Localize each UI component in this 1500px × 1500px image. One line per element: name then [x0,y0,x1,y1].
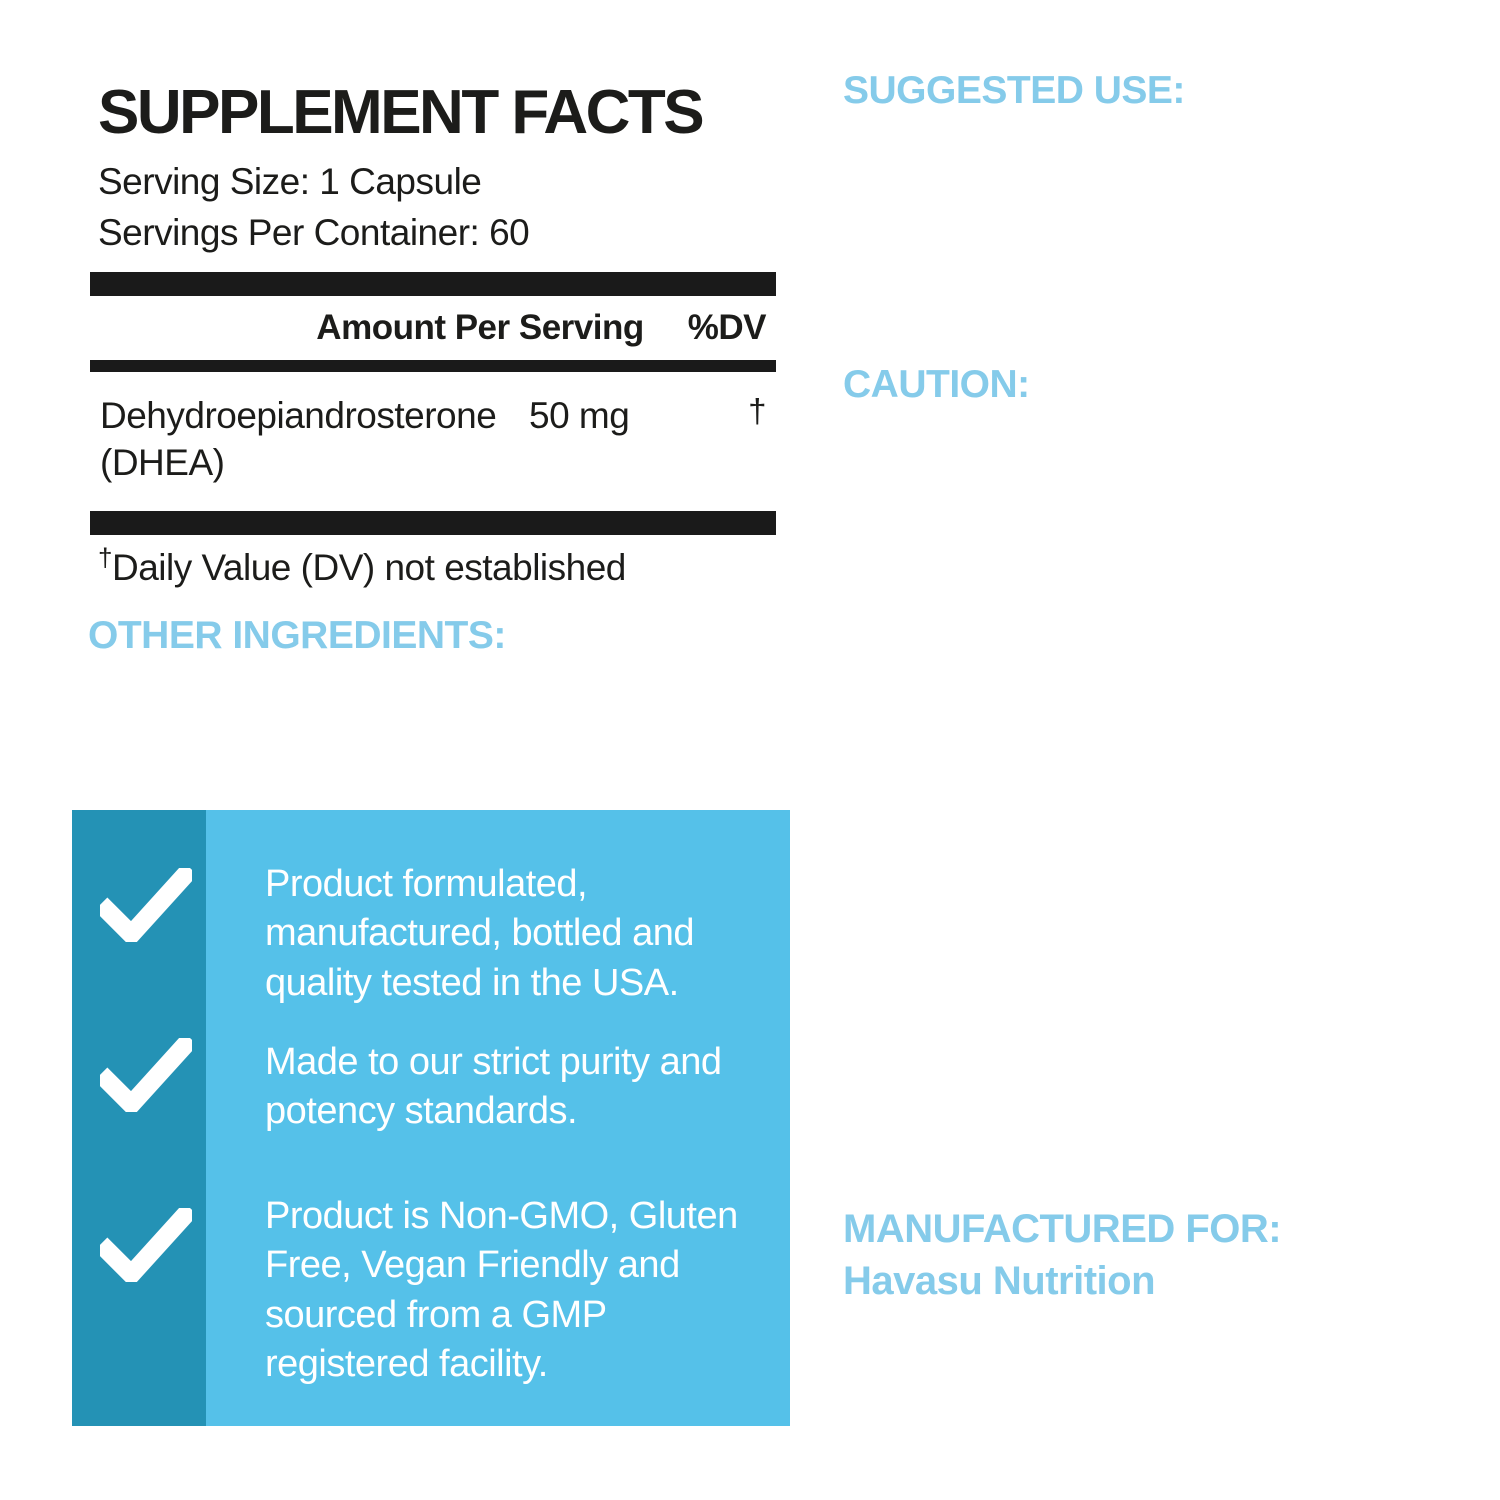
dagger-symbol: † [98,542,112,573]
other-ingredients-section [88,610,738,764]
caution-bold-text: For adult use only. Keep out of reach of children. Do not use if safety seal is damaged or missing. Store in a cool, dry place. [843,682,1470,863]
checklist-item: Product is Non-GMO, Gluten Free, Vegan Friendly and sourced from a GMP registered facility. [265,1195,738,1386]
checklist-item: Made to our strict purity and potency standards. [265,1041,722,1133]
ingredient-dv-dagger: † [748,392,766,430]
company-website: www.HavasuNutrition.com [843,1415,1299,1459]
serving-size-line: Serving Size: 1 Capsule [98,161,482,202]
checklist-item: Product formulated, manufactured, bottled and quality tested in the USA. [265,863,695,1004]
ingredient-amount: 50 mg [529,395,630,437]
facts-header-row [98,296,768,360]
suggested-use-section [843,68,1473,159]
dv-header: %DV [687,308,766,348]
amount-per-serving-header: Amount Per Serving [316,308,644,348]
dietary-note: This is a dietary supplement with 60 servings per container, with a serving size of 1 unflavored capsule. [843,197,1466,332]
checkmark-icon [100,868,192,942]
checklist-panel [72,810,790,1426]
ingredient-row [98,372,768,501]
divider-bar-thick-top [90,272,776,296]
divider-bar-medium [90,360,776,372]
supplement-facts-title: SUPPLEMENT FACTS [98,78,703,147]
daily-value-footnote: †Daily Value (DV) not established [98,542,626,588]
caution-section [843,362,1483,864]
company-name: Havasu Nutrition [843,1259,1156,1303]
suggested-use-label: SUGGESTED USE: [843,69,1185,112]
fda-disclaimer-box [843,925,1460,1244]
support-email: support@havasunutrition.com [843,1363,1362,1407]
suggested-use-text: Take one capsule, preferably with a meal. [843,69,1376,158]
caution-label: CAUTION: [843,363,1030,406]
divider-bar-thick-bottom [90,511,776,535]
company-address: St. Petersburg, FL 33701 USA [843,1311,1368,1355]
servings-per-container-line: Servings Per Container: 60 [98,212,530,254]
other-ingredients-text: Rice Flour, Hypromellose (capsule), Magnesium Stearate. [88,614,705,760]
supplement-facts-panel [72,64,794,588]
fda-disclaimer-text: THESE STATEMENTS HAVE NOT BEEN EVALUATED BY THE FOOD AND DRUG ADMINISTRATION. THIS PRODUCT IS NOT INTENDED TO DIAGNOSE, TREAT, CURE, OR PREVENT ANY DISEASE. [870,949,1431,1216]
ingredient-name: Dehydroepiandrosterone (DHEA) [100,395,497,484]
manufactured-for-section [843,1206,1483,1466]
manufactured-for-label: MANUFACTURED FOR: [843,1207,1282,1251]
caution-text: Use only as directed. Consult your healthcare provider before use if you are contemplating pregnancy, pregnant, nursing, have any medical condition, or use any medications. Discontinue use two weeks prior to undergoing any blood work. [843,363,1455,726]
checkmark-icon [100,1038,192,1112]
other-ingredients-label: OTHER INGREDIENTS: [88,614,506,657]
checkmark-icon [100,1208,192,1282]
